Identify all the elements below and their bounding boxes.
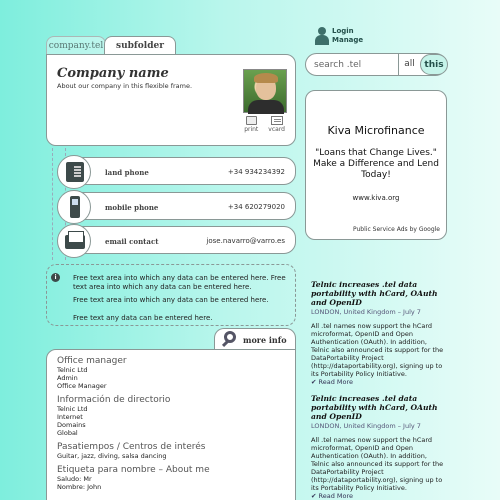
detail-line: Admin bbox=[57, 374, 78, 382]
detail-line: Internet bbox=[57, 413, 83, 421]
vcard-icon bbox=[271, 116, 283, 125]
news-title[interactable]: Telnic increases .tel data portability with hCard, OAuth and OpenID bbox=[311, 394, 438, 421]
login-area[interactable] bbox=[314, 27, 363, 45]
magnifier-icon bbox=[221, 330, 239, 348]
contact-value[interactable]: +34 620279020 bbox=[227, 203, 285, 211]
profile-photo bbox=[243, 69, 287, 113]
detail-line: Global bbox=[57, 429, 78, 437]
info-icon: i bbox=[51, 273, 60, 282]
mobile-phone-icon bbox=[57, 190, 91, 224]
detail-line: Domains bbox=[57, 421, 86, 429]
read-more-link[interactable]: ✔ Read More bbox=[311, 492, 354, 500]
news-meta: LONDON, United Kingdom – July 7 bbox=[311, 308, 421, 316]
detail-line: Nombre: John bbox=[57, 483, 102, 491]
more-info-button[interactable] bbox=[214, 328, 296, 350]
search-scope-this[interactable]: this bbox=[420, 54, 448, 75]
contact-label: mobile phone bbox=[105, 203, 159, 212]
contact-value[interactable]: +34 934234392 bbox=[227, 168, 285, 176]
ad-title[interactable]: Kiva Microfinance bbox=[327, 124, 425, 137]
search-bar bbox=[305, 53, 447, 76]
user-icon bbox=[314, 27, 329, 45]
detail-line: Telnic Ltd bbox=[57, 366, 88, 374]
contact-label: email contact bbox=[105, 237, 159, 246]
section-title: Información de directorio bbox=[57, 395, 171, 405]
search-scope-all[interactable]: all bbox=[398, 54, 420, 75]
free-text-paragraph: Free text area into which any data can be entered here. bbox=[73, 296, 269, 304]
news-meta: LONDON, United Kingdom – July 7 bbox=[311, 422, 421, 430]
contact-mobile-phone[interactable] bbox=[66, 192, 296, 220]
printer-icon bbox=[246, 116, 257, 125]
contact-land-phone[interactable] bbox=[66, 157, 296, 185]
tab-company-tel[interactable]: company.tel bbox=[46, 36, 106, 58]
landline-phone-icon bbox=[57, 155, 91, 189]
manage-link[interactable]: Manage bbox=[332, 36, 364, 44]
detail-line: Telnic Ltd bbox=[57, 405, 88, 413]
tab-subfolder[interactable]: subfolder bbox=[104, 36, 176, 58]
ad-box[interactable] bbox=[305, 90, 447, 240]
login-link[interactable]: Login bbox=[332, 27, 354, 35]
company-card bbox=[46, 54, 296, 146]
news-item bbox=[311, 394, 447, 500]
free-text-paragraph: Free text area into which any data can be entered here. Free text area into which any data can be entered here. bbox=[73, 274, 286, 291]
company-about: About our company in this flexible frame. bbox=[57, 82, 193, 90]
contact-email[interactable] bbox=[66, 226, 296, 254]
detail-line: Office Manager bbox=[57, 382, 107, 390]
free-text-area bbox=[46, 264, 296, 326]
news-body: All .tel names now support the hCard microformat, OpenID and Open Authentication (OAuth). In addition, Telnic also announced its support for the DataPortability Project (http://dataportability.org), signing up to its Portability Policy Initiative. bbox=[311, 322, 444, 378]
more-info-label: more info bbox=[243, 335, 287, 345]
vcard-label: vcard bbox=[268, 126, 285, 133]
news-body: All .tel names now support the hCard microformat, OpenID and Open Authentication (OAuth). In addition, Telnic also announced its support for the DataPortability Project (http://dataportability.org), signing up to its Portability Policy Initiative. bbox=[311, 436, 444, 492]
ad-url[interactable]: www.kiva.org bbox=[352, 194, 400, 202]
detail-line: Guitar, jazz, diving, salsa dancing bbox=[57, 452, 167, 460]
read-more-link[interactable]: ✔ Read More bbox=[311, 378, 354, 386]
vcard-button[interactable] bbox=[268, 116, 285, 133]
detail-line: Saludo: Mr bbox=[57, 475, 92, 483]
news-item bbox=[311, 280, 447, 386]
ad-text: "Loans that Change Lives." Make a Difference and Lend Today! bbox=[313, 148, 439, 180]
email-icon bbox=[57, 224, 91, 258]
company-name: Company name bbox=[57, 66, 169, 81]
section-title: Etiqueta para nombre – About me bbox=[57, 465, 210, 475]
section-title: Pasatiempos / Centros de interés bbox=[57, 442, 206, 452]
print-button[interactable] bbox=[244, 116, 258, 133]
print-label: print bbox=[244, 126, 259, 133]
section-title: Office manager bbox=[57, 356, 127, 366]
ad-attribution[interactable]: Public Service Ads by Google bbox=[352, 226, 440, 233]
news-title[interactable]: Telnic increases .tel data portability with hCard, OAuth and OpenID bbox=[311, 280, 438, 307]
details-panel bbox=[46, 349, 296, 500]
contact-label: land phone bbox=[105, 168, 149, 177]
contact-value[interactable]: jose.navarro@varro.es bbox=[206, 237, 285, 245]
search-input[interactable] bbox=[314, 58, 394, 72]
free-text-paragraph: Free text any data can be entered here. bbox=[73, 314, 213, 322]
